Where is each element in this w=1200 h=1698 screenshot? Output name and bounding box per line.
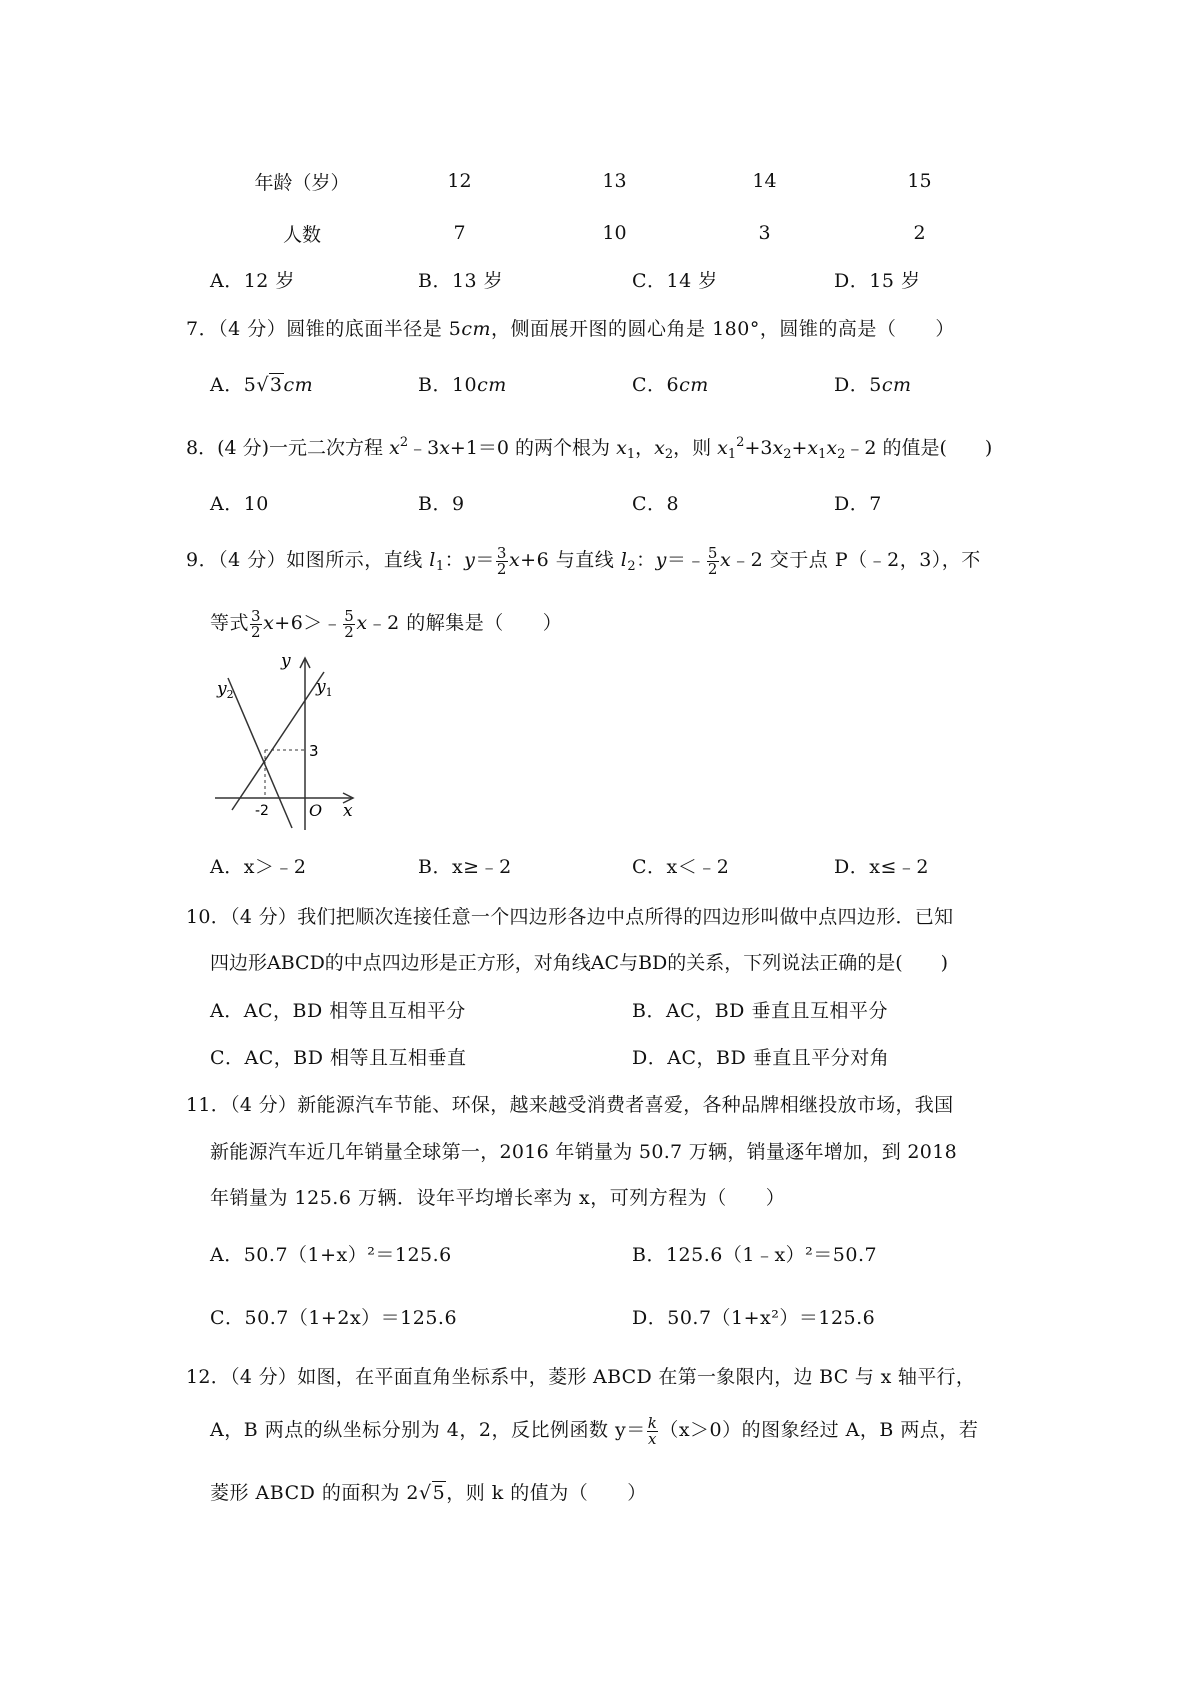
q11-line2: 新能源汽车近几年销量全球第一，2016 年销量为 50.7 万辆，销量逐年增加，到 2018 <box>210 1141 957 1163</box>
q8-stem: 8．(4 分)一元二次方程 $x^2﹣3x+1=0$ 的两个根为 $x_1$，$x_2$，则 $x_1^2+3x_2+x_1x_2﹣2$ 的值是( ) <box>186 435 993 462</box>
tick-3: 3 <box>309 742 319 760</box>
age-cell: 14 <box>752 170 777 192</box>
q9-figure <box>205 650 370 835</box>
origin-label: O <box>309 801 323 820</box>
q7-option-c: C．6cm <box>632 374 709 396</box>
q6-option-b: B．13 岁 <box>418 270 504 292</box>
q7-option-d: D．5cm <box>834 374 912 396</box>
count-cell: 10 <box>602 222 627 244</box>
q7-option-b: B．10cm <box>418 374 507 396</box>
q11-option-b: B．125.6（1﹣x）²＝50.7 <box>632 1244 878 1266</box>
count-label: 人数 <box>282 223 321 246</box>
q9-option-d: D．x≤﹣2 <box>834 856 929 878</box>
q6-option-c: C．14 岁 <box>632 270 718 292</box>
q10-option-d: D．AC，BD 垂直且平分对角 <box>632 1047 890 1069</box>
q8-option-d: D．7 <box>834 493 882 515</box>
q11-option-d: D．50.7（1+x²）＝125.6 <box>632 1307 876 1329</box>
q10-option-b: B．AC，BD 垂直且互相平分 <box>632 1000 888 1022</box>
q8-option-c: C．8 <box>632 493 680 515</box>
q10-option-a: A．AC，BD 相等且互相平分 <box>210 1000 466 1022</box>
q9-option-b: B．x≥﹣2 <box>418 856 512 878</box>
count-cell: 3 <box>758 222 771 244</box>
count-cell: 2 <box>913 222 926 244</box>
q9-option-a: A．x＞﹣2 <box>210 856 307 878</box>
count-cell: 7 <box>453 222 466 244</box>
age-cell: 15 <box>907 170 932 192</box>
y-axis-label: y <box>281 651 291 671</box>
q9-stem: 9．（4 分）如图所示，直线 $l_1$：y＝ $\frac{3}{2}$ x+6 与直线 $l_2$：y＝﹣ $\frac{5}{2}$ x﹣2 交于点 P（﹣2，3），不 <box>186 543 981 578</box>
age-cell: 12 <box>447 170 472 192</box>
q6-option-a: A．12 岁 <box>210 270 295 292</box>
q7-option-a: A．5√3cm <box>210 374 314 396</box>
y1-label: $y_1$ <box>316 677 333 699</box>
x-axis-label: x <box>343 801 353 821</box>
tick-neg2: -2 <box>255 803 269 819</box>
table-row <box>232 155 992 207</box>
q8-option-b: B．9 <box>418 493 465 515</box>
table-row <box>232 207 992 259</box>
q7-stem: 7．（4 分）圆锥的底面半径是 5cm，侧面展开图的圆心角是 180°，圆锥的高是（ ） <box>186 318 955 340</box>
q9-option-c: C．x＜﹣2 <box>632 856 730 878</box>
q12-line2: A，B 两点的纵坐标分别为 4，2，反比例函数 y＝ $\frac{k}{x}$ （x＞0）的图象经过 A，B 两点，若 <box>210 1413 979 1448</box>
q11-option-c: C．50.7（1+2x）＝125.6 <box>210 1307 458 1329</box>
age-table <box>232 155 992 259</box>
y2-label: $y_2$ <box>217 679 234 701</box>
header-label: 年龄（岁） <box>254 171 350 194</box>
age-cell: 13 <box>602 170 627 192</box>
q11-option-a: A．50.7（1+x）²＝125.6 <box>210 1244 452 1266</box>
q11-line1: 11．（4 分）新能源汽车节能、环保，越来越受消费者喜爱，各种品牌相继投放市场，我国 <box>186 1094 954 1116</box>
q10-line2: 四边形ABCD的中点四边形是正方形，对角线AC与BD的关系，下列说法正确的是( ) <box>210 952 949 974</box>
line-y1 <box>232 672 324 810</box>
q12-line3: 菱形 ABCD 的面积为 2√5，则 k 的值为（ ） <box>210 1482 647 1504</box>
q9-stem-line2: 等式 $\frac{3}{2}$ x+6＞﹣ $\frac{5}{2}$ x﹣2 的解集是（ ） <box>210 606 563 641</box>
q8-option-a: A．10 <box>210 493 269 515</box>
q11-line3: 年销量为 125.6 万辆．设年平均增长率为 x，可列方程为（ ） <box>210 1187 786 1209</box>
q10-option-c: C．AC，BD 相等且互相垂直 <box>210 1047 467 1069</box>
q10-line1: 10．（4 分）我们把顺次连接任意一个四边形各边中点所得的四边形叫做中点四边形．已知 <box>186 906 954 928</box>
q6-option-d: D．15 岁 <box>834 270 921 292</box>
q12-line1: 12．（4 分）如图，在平面直角坐标系中，菱形 ABCD 在第一象限内，边 BC 与 x 轴平行， <box>186 1366 976 1388</box>
